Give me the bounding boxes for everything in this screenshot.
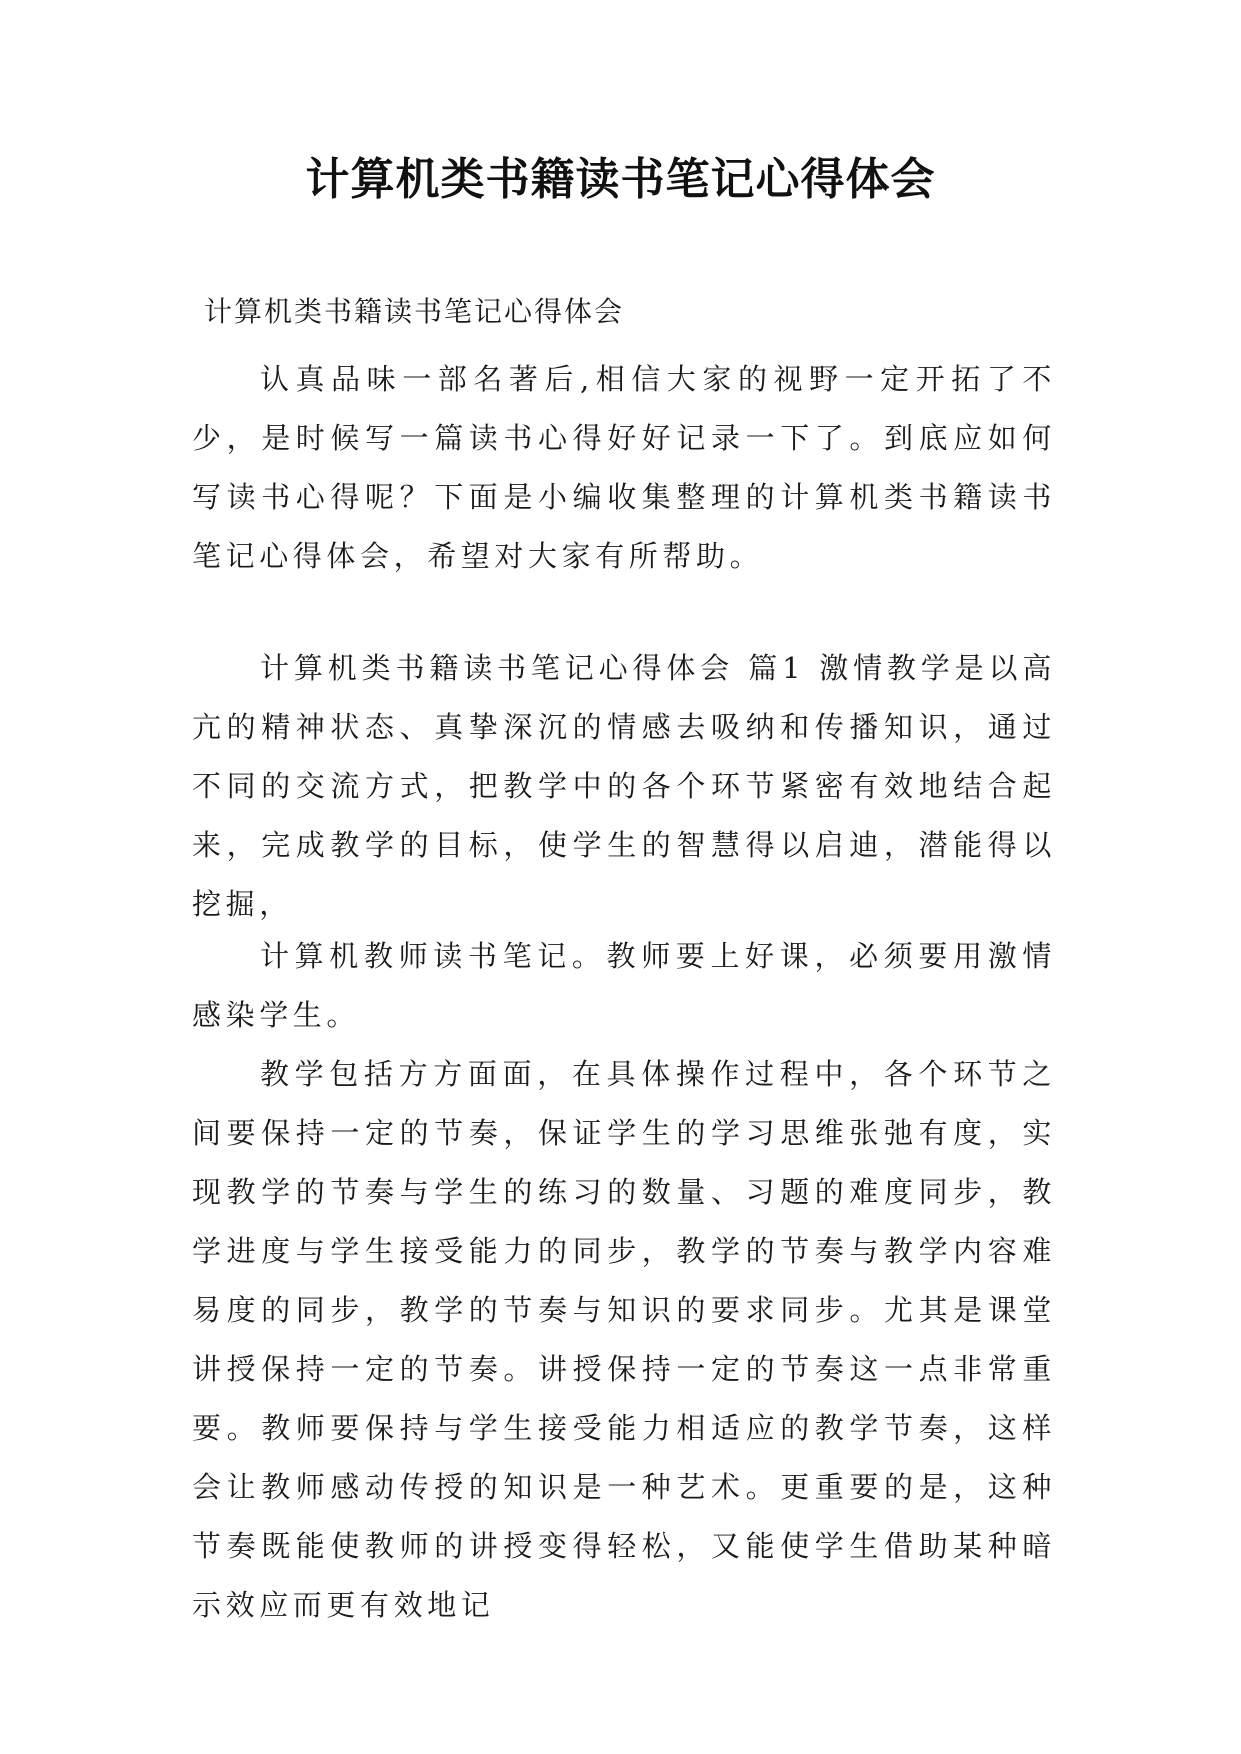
document-title: 计算机类书籍读书笔记心得体会 [305,154,936,205]
document-subtitle: 计算机类书籍读书笔记心得体会 [204,295,625,328]
paragraph-section-1: 计算机类书籍读书笔记心得体会 篇1 激情教学是以高亢的精神状态、真挚深沉的情感去吸纳和传播知识，通过不同的交流方式，把教学中的各个环节紧密有效地结合起来，完成教学的目标，使学生的智慧得以启迪，潜能得以挖掘， [192,651,1056,921]
paragraph-teacher-notes: 计算机教师读书笔记。教师要上好课，必须要用激情感染学生。 [192,939,1056,1032]
paragraph-intro: 认真品味一部名著后,相信大家的视野一定开拓了不少，是时候写一篇读书心得好好记录一下了。到底应如何写读书心得呢？下面是小编收集整理的计算机类书籍读书笔记心得体会，希望对大家有所帮助。 [192,362,1056,573]
paragraph-teaching-rhythm: 教学包括方方面面，在具体操作过程中，各个环节之间要保持一定的节奏，保证学生的学习思维张弛有度，实现教学的节奏与学生的练习的数量、习题的难度同步，教学进度与学生接受能力的同步，教学的节奏与教学内容难易度的同步，教学的节奏与知识的要求同步。尤其是课堂讲授保持一定的节奏。讲授保持一定的节奏这一点非常重要。教师要保持与学生接受能力相适应的教学节奏，这样会让教师感动传授的知识是一种艺术。更重要的是，这种节奏既能使教师的讲授变得轻松，又能使学生借助某种暗示效应而更有效地记 [192,1057,1056,1622]
